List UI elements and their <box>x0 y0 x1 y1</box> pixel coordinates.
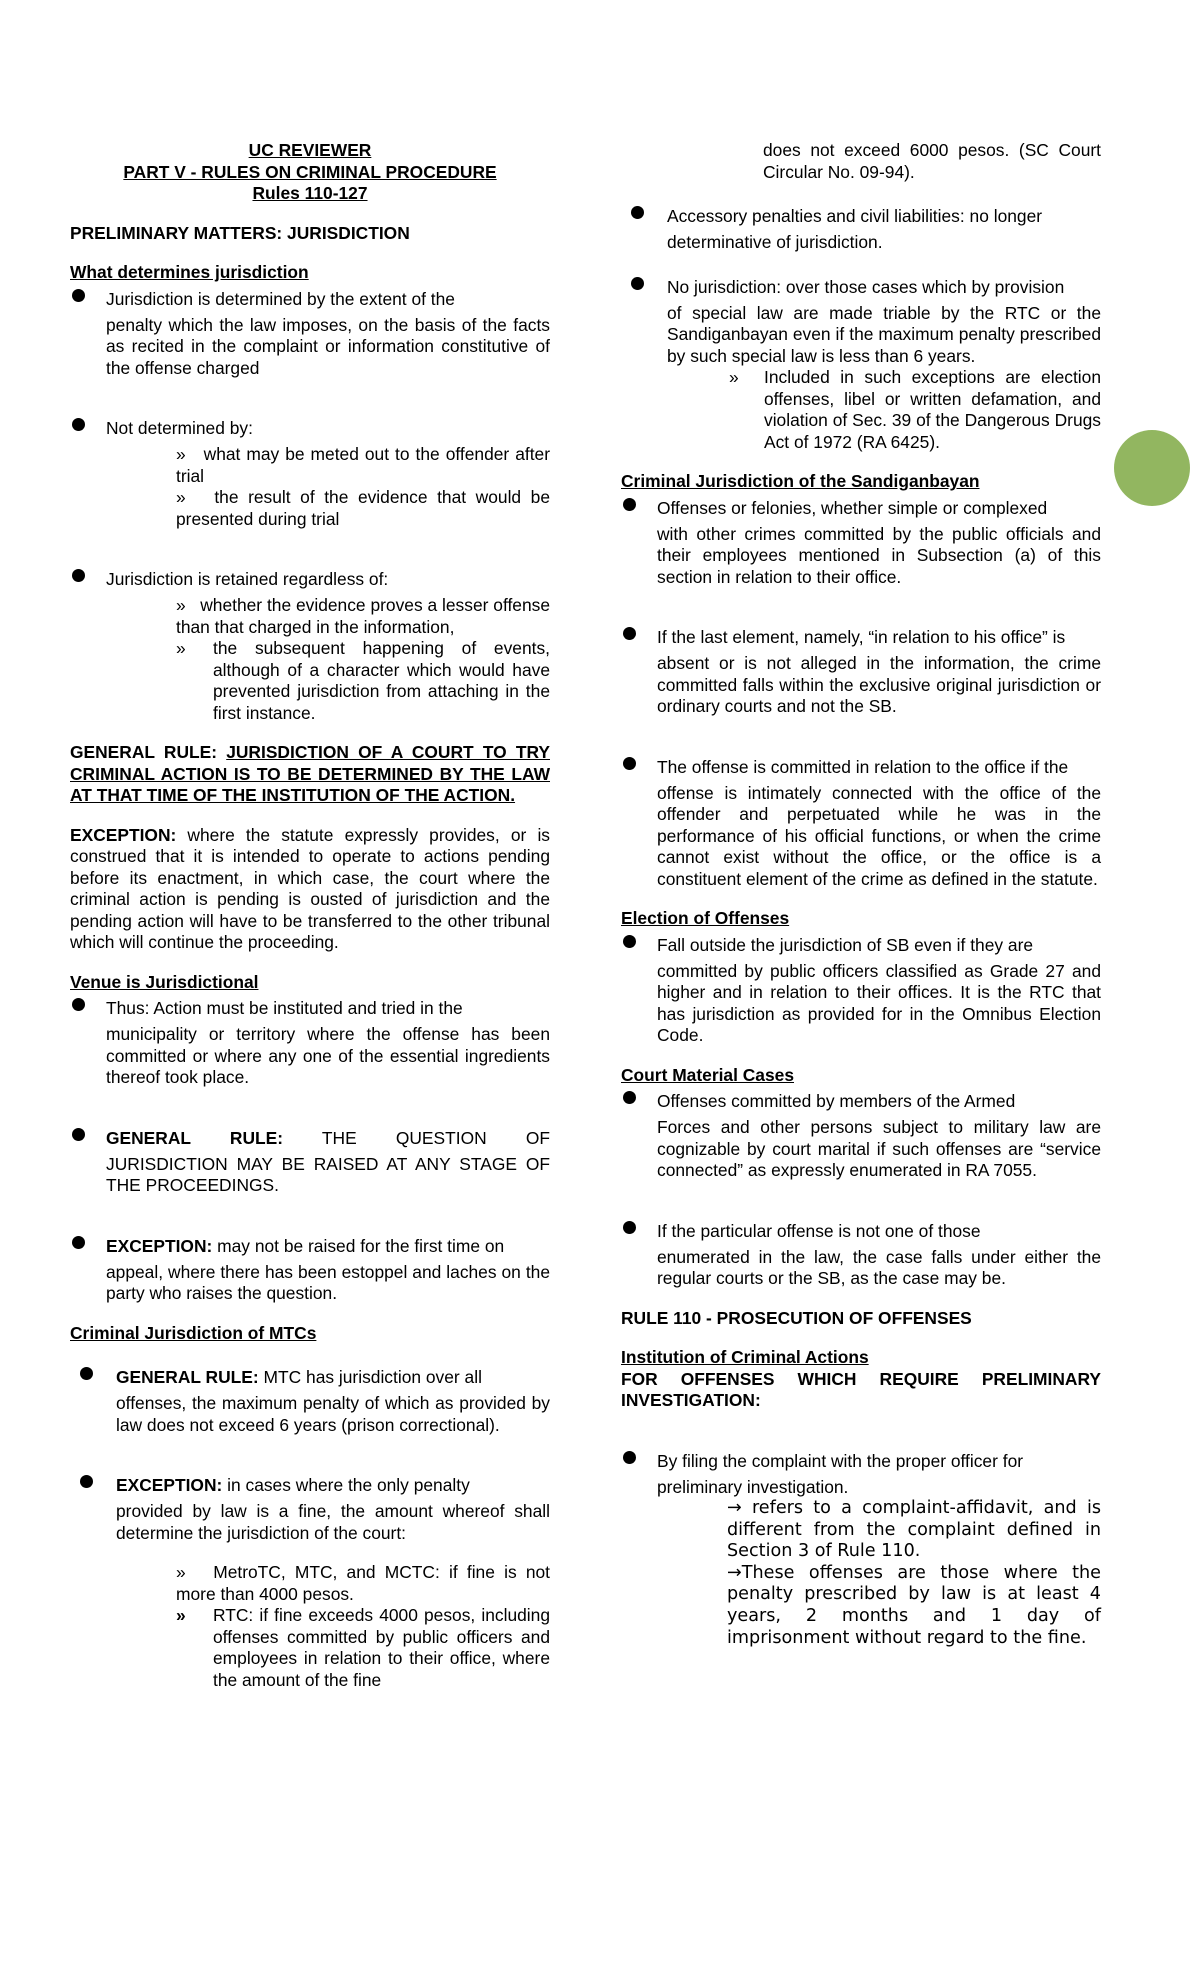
bullet-icon <box>623 1451 636 1464</box>
sub-mark: » <box>176 444 186 464</box>
bullet-not-determined: Not determined by: <box>70 413 550 444</box>
bullet-no-jurisdiction: No jurisdiction: over those cases which by provision of special law are made triable by the RTC or the Sandiganbayan even if the maximum penalty prescribed by such special law is less than 6 years. <box>621 272 1101 368</box>
institution-heading: Institution of Criminal Actions <box>621 1347 869 1367</box>
decorative-green-circle <box>1114 430 1190 506</box>
bullet-venue-general-rule: GENERAL RULE: THE QUESTION OF JURISDICTION MAY BE RAISED AT ANY STAGE OF THE PROCEEDINGS. <box>70 1123 550 1197</box>
sub-mark: » <box>176 1562 186 1582</box>
bullet-mtc-exception: EXCEPTION: in cases where the only penalty provided by law is a fine, the amount whereof shall determine the jurisdiction of the court: <box>70 1470 550 1544</box>
bullet-icon <box>623 1221 636 1234</box>
bullet-icon <box>72 289 85 302</box>
sub-item: » the subsequent happening of events, although of a character which would have prevented jurisdiction from attaching in the first instance. <box>176 638 550 723</box>
bullet-icon <box>72 569 85 582</box>
prelim-heading: PRELIMINARY MATTERS: JURISDICTION <box>70 222 410 243</box>
court-material-heading: Court Material Cases <box>621 1064 794 1085</box>
rule110-heading: RULE 110 - PROSECUTION OF OFFENSES <box>621 1307 972 1328</box>
sub-mark: » <box>176 638 186 658</box>
sub-item: » MetroTC, MTC, and MCTC: if fine is not more than 4000 pesos. <box>176 1562 550 1604</box>
bullet-icon <box>72 1236 85 1249</box>
arrow-note-2: →These offenses are those where the penalty prescribed by law is at least 4 years, 2 months and 1 day of imprisonment without regard to the fine. <box>727 1562 1101 1648</box>
bullet-court-material: Offenses committed by members of the Armed Forces and other persons subject to military law are cognizable by court marital if such offenses are “service connected” as expressly enumerated in RA 7055. <box>621 1086 1101 1182</box>
bullet-sb-last-element: If the last element, namely, “in relation to his office” is absent or is not alleged in the information, the crime committed falls within the exclusive original jurisdiction or ordinary courts and not the SB. <box>621 622 1101 718</box>
sub-mark: » <box>176 595 186 615</box>
bullet-icon <box>72 1128 85 1141</box>
bullet-icon <box>623 627 636 640</box>
bullet-accessory: Accessory penalties and civil liabilities: no longer determinative of jurisdiction. <box>621 201 1101 254</box>
bullet-extent: Jurisdiction is determined by the extent of the penalty which the law imposes, on the basis of the facts as recited in the complaint or information constitutive of the offense charged <box>70 284 550 380</box>
sub-item: » the result of the evidence that would be presented during trial <box>176 487 551 529</box>
document-title-block <box>70 140 550 205</box>
bullet-icon <box>72 998 85 1011</box>
bullet-icon <box>80 1367 93 1380</box>
sandiganbayan-heading: Criminal Jurisdiction of the Sandiganbayan <box>621 471 980 491</box>
bullet-icon <box>623 935 636 948</box>
bullet-icon <box>623 1091 636 1104</box>
bullet-icon <box>631 277 644 290</box>
venue-heading: Venue is Jurisdictional <box>70 971 259 992</box>
election-heading: Election of Offenses <box>621 908 790 928</box>
bullet-filing-complaint: By filing the complaint with the proper officer for preliminary investigation. <box>621 1446 1101 1499</box>
doc-title: UC REVIEWER <box>248 140 372 160</box>
bullet-retained: Jurisdiction is retained regardless of: <box>70 564 550 595</box>
bullet-mtc-general-rule: GENERAL RULE: MTC has jurisdiction over all offenses, the maximum penalty of which as provided by law does not exceed 6 years (prison correctional). <box>70 1362 550 1436</box>
what-determines-heading: What determines jurisdiction <box>70 262 309 282</box>
sub-item: » whether the evidence proves a lesser offense than that charged in the information, <box>176 595 550 637</box>
bullet-venue-exception: EXCEPTION: may not be raised for the first time on appeal, where there has been estoppel and laches on the party who raises the question. <box>70 1231 550 1305</box>
bullet-sb-relation: The offense is committed in relation to the office if the offense is intimately connected with the office of the offender and perpetuated while he was in the performance of his official functions, or when the crime cannot exist without the office, or the office is a constituent element of the crime as defined in the statute. <box>621 752 1101 891</box>
sub-mark: » <box>176 487 186 507</box>
arrow-note-1: → refers to a complaint-affidavit, and is different from the complaint defined in Section 3 of Rule 110. <box>727 1498 1101 1562</box>
continued-text: does not exceed 6000 pesos. (SC Court Circular No. 09-94). <box>763 140 1101 182</box>
sub-item: » RTC: if fine exceeds 4000 pesos, including offenses committed by public officers and employees in relation to their office, where the amount of the fine <box>176 1605 550 1690</box>
sub-item: » Included in such exceptions are election offenses, libel or written defamation, and violation of Sec. 39 of the Dangerous Drugs Act of 1972 (RA 6425). <box>729 367 1101 452</box>
bullet-venue-thus: Thus: Action must be instituted and tried in the municipality or territory where the offense has been committed or where any one of the essential ingredients thereof took place. <box>70 993 550 1089</box>
bullet-icon <box>80 1475 93 1488</box>
left-column <box>70 140 550 1691</box>
sub-mark: » <box>729 367 739 387</box>
bullet-election: Fall outside the jurisdiction of SB even if they are committed by public officers classified as Grade 27 and higher and in relation to their offices. It is the RTC that has jurisdiction as provided for in the Omnibus Election Code. <box>621 930 1101 1047</box>
bullet-particular-offense: If the particular offense is not one of those enumerated in the law, the case falls under either the regular courts or the SB, as the case may be. <box>621 1216 1101 1290</box>
bullet-icon <box>72 418 85 431</box>
doc-rules: Rules 110-127 <box>252 183 368 203</box>
sub-item: » what may be meted out to the offender after trial <box>176 444 550 486</box>
mtc-heading: Criminal Jurisdiction of MTCs <box>70 1322 317 1343</box>
general-rule-paragraph: GENERAL RULE: JURISDICTION OF A COURT TO TRY CRIMINAL ACTION IS TO BE DETERMINED BY THE LAW AT THAT TIME OF THE INSTITUTION OF THE ACTION. <box>70 742 550 805</box>
right-column <box>621 140 1101 1649</box>
for-offenses-heading: FOR OFFENSES WHICH REQUIRE PRELIMINARY INVESTIGATION: <box>621 1368 1101 1410</box>
bullet-sb-offenses: Offenses or felonies, whether simple or complexed with other crimes committed by the public officials and their employees mentioned in Subsection (a) of this section in relation to their office. <box>621 493 1101 589</box>
bullet-icon <box>631 206 644 219</box>
sub-mark: » <box>176 1605 186 1625</box>
bullet-icon <box>623 498 636 511</box>
doc-part: PART V - RULES ON CRIMINAL PROCEDURE <box>123 161 497 182</box>
bullet-icon <box>623 757 636 770</box>
exception-paragraph: EXCEPTION: where the statute expressly provides, or is construed that it is intended to operate to actions pending before its enactment, in which case, the court where the criminal action is pending is ousted of jurisdiction and the pending action will have to be transferred to the other tribunal which will continue the proceeding. <box>70 824 550 952</box>
